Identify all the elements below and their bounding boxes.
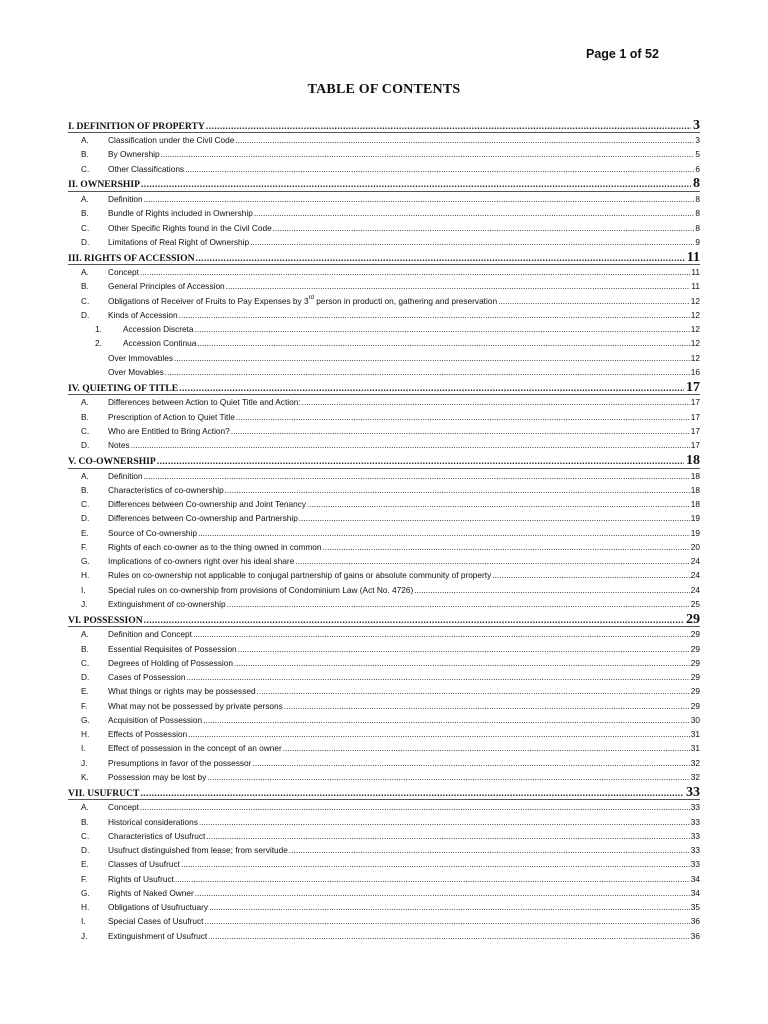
entry-marker: G. bbox=[81, 714, 90, 725]
toc-entry[interactable] bbox=[68, 133, 700, 147]
dot-leader bbox=[174, 354, 690, 362]
section-page-number: 8 bbox=[693, 176, 700, 192]
dot-leader bbox=[140, 803, 690, 811]
entry-marker: I. bbox=[81, 916, 86, 927]
entry-marker: G. bbox=[81, 887, 90, 898]
entry-page-number: 8 bbox=[695, 193, 700, 204]
entry-title: Who are Entitled to Bring Action? bbox=[108, 425, 230, 436]
entry-page-number: 32 bbox=[690, 757, 700, 768]
entry-page-number: 17 bbox=[690, 397, 700, 408]
entry-page-number: 35 bbox=[690, 902, 700, 913]
entry-title: Prescription of Action to Quiet Title bbox=[108, 411, 235, 422]
entry-title: Rights of Naked Owner bbox=[108, 887, 194, 898]
toc-section-heading[interactable] bbox=[68, 453, 700, 469]
dot-leader bbox=[323, 543, 690, 551]
dot-leader bbox=[188, 730, 690, 738]
entry-title: Differences between Co-ownership and Partnership bbox=[108, 513, 298, 524]
dot-leader bbox=[254, 209, 695, 217]
dot-leader bbox=[414, 586, 689, 594]
dot-leader bbox=[295, 557, 689, 565]
entry-marker: A. bbox=[81, 397, 89, 408]
section-title: III. RIGHTS OF ACCESSION bbox=[68, 252, 195, 264]
section-page-number: 11 bbox=[686, 249, 700, 265]
dot-leader bbox=[161, 150, 695, 158]
entry-title: What things or rights may be possessed bbox=[108, 686, 256, 697]
toc-entry[interactable] bbox=[68, 727, 700, 741]
entry-title: Concept bbox=[108, 267, 139, 278]
dot-leader bbox=[140, 789, 684, 799]
entry-marker: B. bbox=[81, 208, 89, 219]
entry-page-number: 19 bbox=[690, 527, 700, 538]
entry-page-number: 12 bbox=[690, 324, 700, 335]
entry-marker: C. bbox=[81, 830, 90, 841]
toc-section-heading[interactable] bbox=[68, 176, 700, 192]
toc-section-heading[interactable] bbox=[68, 250, 700, 266]
toc-entry[interactable] bbox=[68, 554, 700, 568]
toc-entry[interactable] bbox=[68, 365, 700, 379]
entry-page-number: 11 bbox=[691, 267, 700, 278]
entry-marker: A. bbox=[81, 135, 89, 146]
entry-page-number: 24 bbox=[690, 570, 700, 581]
dot-leader bbox=[144, 616, 684, 626]
entry-page-number: 3 bbox=[695, 135, 700, 146]
dot-leader bbox=[206, 122, 691, 132]
dot-leader bbox=[197, 339, 689, 347]
toc-entry[interactable] bbox=[68, 699, 700, 713]
toc-entry[interactable] bbox=[68, 713, 700, 727]
entry-marker: E. bbox=[81, 527, 89, 538]
entry-page-number: 31 bbox=[690, 729, 700, 740]
entry-page-number: 29 bbox=[690, 672, 700, 683]
toc-entry[interactable] bbox=[68, 147, 700, 161]
toc-entry[interactable] bbox=[68, 294, 700, 308]
entry-page-number: 34 bbox=[690, 887, 700, 898]
dot-leader bbox=[198, 529, 690, 537]
dot-leader bbox=[208, 932, 690, 940]
entry-marker: E. bbox=[81, 686, 89, 697]
entry-marker: 2. bbox=[95, 338, 102, 349]
entry-marker: F. bbox=[81, 873, 88, 884]
entry-marker: I. bbox=[81, 743, 86, 754]
dot-leader bbox=[231, 427, 690, 435]
entry-title: Other Classifications bbox=[108, 163, 185, 174]
entry-marker: D. bbox=[81, 845, 90, 856]
entry-title: Bundle of Rights included in Ownership bbox=[108, 208, 253, 219]
entry-page-number: 24 bbox=[690, 584, 700, 595]
entry-marker: A. bbox=[81, 193, 89, 204]
entry-title: Presumptions in favor of the possessor bbox=[108, 757, 252, 768]
section-title: IV. QUIETING OF TITLE bbox=[68, 382, 179, 394]
toc-entry[interactable] bbox=[68, 872, 700, 886]
dot-leader bbox=[235, 136, 694, 144]
dot-leader bbox=[199, 818, 690, 826]
toc-entry[interactable] bbox=[68, 900, 700, 914]
toc-entry[interactable] bbox=[68, 410, 700, 424]
toc-entry[interactable] bbox=[68, 756, 700, 770]
toc-entry[interactable] bbox=[68, 770, 700, 784]
toc-entry[interactable] bbox=[68, 815, 700, 829]
dot-leader bbox=[227, 600, 690, 608]
entry-marker: B. bbox=[81, 816, 89, 827]
entry-title: Source of Co-ownership bbox=[108, 527, 198, 538]
document-title: TABLE OF CONTENTS bbox=[307, 82, 461, 97]
entry-title: Definition and Concept bbox=[108, 629, 192, 640]
entry-title: Differences between Co-ownership and Joint Tenancy bbox=[108, 499, 307, 510]
dot-leader bbox=[193, 630, 690, 638]
entry-marker: B. bbox=[81, 149, 89, 160]
dot-leader bbox=[186, 673, 689, 681]
dot-leader bbox=[196, 254, 685, 264]
entry-marker: A. bbox=[81, 267, 89, 278]
entry-title: By Ownership bbox=[108, 149, 160, 160]
entry-marker: B. bbox=[81, 643, 89, 654]
entry-marker: J. bbox=[81, 598, 88, 609]
entry-page-number: 29 bbox=[690, 686, 700, 697]
entry-marker: I. bbox=[81, 584, 86, 595]
toc-entry[interactable] bbox=[68, 843, 700, 857]
entry-page-number: 18 bbox=[690, 484, 700, 495]
section-title: I. DEFINITION OF PROPERTY bbox=[68, 120, 205, 132]
entry-title: Extinguishment of Usufruct bbox=[108, 930, 208, 941]
dot-leader bbox=[203, 716, 690, 724]
entry-title-part: Obligations of Receiver of Fruits to Pay Expenses by 3 bbox=[108, 295, 309, 306]
entry-page-number: 19 bbox=[690, 513, 700, 524]
dot-leader bbox=[209, 903, 690, 911]
entry-marker: D. bbox=[81, 309, 90, 320]
entry-title: Acquisition of Possession bbox=[108, 714, 203, 725]
entry-title: Cases of Possession bbox=[108, 672, 186, 683]
entry-title: General Principles of Accession bbox=[108, 281, 225, 292]
toc-entry[interactable] bbox=[68, 914, 700, 928]
entry-title: Rights of Usufruct bbox=[108, 873, 174, 884]
entry-title: Obligations of Usufructuary bbox=[108, 902, 209, 913]
dot-leader bbox=[131, 441, 690, 449]
toc-entry[interactable] bbox=[68, 235, 700, 249]
dot-leader bbox=[307, 500, 690, 508]
entry-title: Characteristics of co-ownership bbox=[108, 484, 224, 495]
toc-entry[interactable] bbox=[68, 829, 700, 843]
entry-marker: C. bbox=[81, 425, 90, 436]
entry-page-number: 33 bbox=[690, 802, 700, 813]
dot-leader bbox=[250, 238, 694, 246]
entry-title: Rights of each co-owner as to the thing owned in common bbox=[108, 541, 322, 552]
dot-leader bbox=[185, 165, 694, 173]
entry-marker: A. bbox=[81, 802, 89, 813]
entry-page-number: 25 bbox=[690, 598, 700, 609]
entry-page-number: 29 bbox=[690, 657, 700, 668]
entry-page-number: 12 bbox=[690, 309, 700, 320]
entry-title: Notes bbox=[108, 440, 130, 451]
entry-title: Degrees of Holding of Possession bbox=[108, 657, 233, 668]
toc-entry[interactable] bbox=[68, 483, 700, 497]
dot-leader bbox=[181, 860, 690, 868]
entry-marker: F. bbox=[81, 700, 88, 711]
toc-entry[interactable] bbox=[68, 684, 700, 698]
toc-entry[interactable] bbox=[68, 162, 700, 176]
entry-page-number: 36 bbox=[690, 930, 700, 941]
toc-entry[interactable] bbox=[68, 642, 700, 656]
entry-title: Historical considerations bbox=[108, 816, 198, 827]
entry-marker: H. bbox=[81, 902, 90, 913]
entry-page-number: 31 bbox=[690, 743, 700, 754]
toc-entry[interactable] bbox=[68, 526, 700, 540]
toc-entry[interactable] bbox=[68, 192, 700, 206]
section-page-number: 3 bbox=[693, 117, 700, 133]
dot-leader bbox=[236, 413, 690, 421]
entry-title: Characteristics of Usufruct bbox=[108, 830, 206, 841]
entry-marker: D. bbox=[81, 513, 90, 524]
entry-title: Implications of co-owners right over his ideal share bbox=[108, 556, 295, 567]
toc-entry[interactable] bbox=[68, 265, 700, 279]
section-title: VII. USUFRUCT bbox=[68, 787, 140, 799]
entry-title: Effect of possession in the concept of an owner bbox=[108, 743, 282, 754]
entry-marker: D. bbox=[81, 672, 90, 683]
entry-title bbox=[108, 294, 497, 308]
toc-entry[interactable] bbox=[68, 597, 700, 611]
toc-section-heading[interactable] bbox=[68, 612, 700, 628]
dot-leader bbox=[299, 514, 690, 522]
dot-leader bbox=[225, 486, 690, 494]
toc-entry[interactable] bbox=[68, 583, 700, 597]
dot-leader bbox=[165, 368, 690, 376]
entry-marker: C. bbox=[81, 295, 90, 306]
entry-page-number: 12 bbox=[690, 338, 700, 349]
entry-marker: A. bbox=[81, 470, 89, 481]
entry-page-number: 29 bbox=[690, 629, 700, 640]
dot-leader bbox=[498, 297, 690, 305]
entry-marker: F. bbox=[81, 541, 88, 552]
toc-section-heading[interactable] bbox=[68, 785, 700, 801]
dot-leader bbox=[257, 687, 690, 695]
entry-marker: B. bbox=[81, 484, 89, 495]
toc-entry[interactable] bbox=[68, 857, 700, 871]
entry-marker: B. bbox=[81, 411, 89, 422]
entry-page-number: 29 bbox=[690, 643, 700, 654]
section-page-number: 29 bbox=[686, 611, 700, 627]
entry-title: Definition bbox=[108, 193, 143, 204]
toc-entry[interactable] bbox=[68, 424, 700, 438]
entry-page-number: 20 bbox=[690, 541, 700, 552]
entry-title: Rules on co-ownership not applicable to conjugal partnership of gains or absolute community of property bbox=[108, 570, 492, 581]
entry-title: Special rules on co-ownership from provisions of Condominium Law (Act No. 4726) bbox=[108, 584, 414, 595]
dot-leader bbox=[273, 224, 695, 232]
entry-title: What may not be possessed by private persons bbox=[108, 700, 283, 711]
entry-marker: A. bbox=[81, 629, 89, 640]
toc-entry[interactable] bbox=[68, 438, 700, 452]
dot-leader bbox=[179, 384, 684, 394]
toc-entry[interactable] bbox=[68, 656, 700, 670]
entry-title: Differences between Action to Quiet Title and Action: bbox=[108, 397, 301, 408]
entry-marker: D. bbox=[81, 440, 90, 451]
entry-title: Accession Continua bbox=[123, 338, 197, 349]
entry-marker: H. bbox=[81, 729, 90, 740]
entry-page-number: 34 bbox=[690, 873, 700, 884]
entry-page-number: 33 bbox=[690, 816, 700, 827]
entry-marker: D. bbox=[81, 236, 90, 247]
entry-title: Over Movables bbox=[108, 367, 164, 377]
dot-leader bbox=[144, 472, 690, 480]
entry-title: Accession Discreta bbox=[123, 324, 194, 335]
dot-leader bbox=[207, 773, 690, 781]
entry-page-number: 12 bbox=[690, 295, 700, 306]
entry-marker: K. bbox=[81, 771, 89, 782]
entry-marker: C. bbox=[81, 657, 90, 668]
entry-marker: 1. bbox=[95, 324, 102, 335]
entry-title: Effects of Possession bbox=[108, 729, 188, 740]
page-number: Page 1 of 52 bbox=[586, 47, 659, 61]
dot-leader bbox=[226, 282, 691, 290]
entry-title: Over Immovables bbox=[108, 352, 174, 363]
entry-marker: C. bbox=[81, 499, 90, 510]
entry-title: Other Specific Rights found in the Civil Code bbox=[108, 222, 272, 233]
section-title: V. CO-OWNERSHIP bbox=[68, 455, 156, 467]
toc-entry[interactable] bbox=[68, 206, 700, 220]
entry-page-number: 16 bbox=[690, 367, 700, 377]
entry-title: Definition bbox=[108, 470, 143, 481]
entry-page-number: 5 bbox=[695, 149, 700, 160]
toc-entry[interactable] bbox=[68, 336, 700, 350]
toc-entry[interactable] bbox=[68, 395, 700, 409]
entry-page-number: 12 bbox=[690, 352, 700, 363]
entry-page-number: 36 bbox=[690, 916, 700, 927]
dot-leader bbox=[492, 571, 690, 579]
entry-marker: E. bbox=[81, 859, 89, 870]
dot-leader bbox=[252, 759, 689, 767]
entry-page-number: 8 bbox=[695, 222, 700, 233]
entry-page-number: 11 bbox=[691, 281, 700, 292]
dot-leader bbox=[195, 325, 690, 333]
entry-page-number: 33 bbox=[690, 845, 700, 856]
dot-leader bbox=[140, 268, 690, 276]
toc-entry[interactable] bbox=[68, 308, 700, 322]
toc-entry[interactable] bbox=[68, 469, 700, 483]
entry-title: Special Cases of Usufruct bbox=[108, 916, 204, 927]
toc-entry[interactable] bbox=[68, 511, 700, 525]
dot-leader bbox=[302, 398, 690, 406]
table-of-contents bbox=[68, 117, 700, 943]
entry-page-number: 32 bbox=[690, 771, 700, 782]
section-page-number: 33 bbox=[686, 784, 700, 800]
entry-page-number: 29 bbox=[690, 700, 700, 711]
entry-page-number: 18 bbox=[690, 499, 700, 510]
toc-section-heading[interactable] bbox=[68, 380, 700, 396]
dot-leader bbox=[179, 311, 690, 319]
entry-page-number: 17 bbox=[690, 440, 700, 451]
toc-entry[interactable] bbox=[68, 221, 700, 235]
section-page-number: 18 bbox=[686, 452, 700, 468]
entry-page-number: 9 bbox=[695, 236, 700, 247]
dot-leader bbox=[206, 832, 689, 840]
entry-page-number: 24 bbox=[690, 556, 700, 567]
dot-leader bbox=[234, 659, 690, 667]
entry-marker: J. bbox=[81, 930, 88, 941]
entry-title: Concept bbox=[108, 802, 139, 813]
entry-title: Classification under the Civil Code bbox=[108, 135, 235, 146]
entry-marker: C. bbox=[81, 163, 90, 174]
dot-leader bbox=[204, 917, 689, 925]
entry-marker: C. bbox=[81, 222, 90, 233]
entry-marker: B. bbox=[81, 281, 89, 292]
section-page-number: 17 bbox=[686, 379, 700, 395]
entry-marker: H. bbox=[81, 570, 90, 581]
toc-entry[interactable] bbox=[68, 800, 700, 814]
dot-leader bbox=[289, 846, 690, 854]
toc-entry[interactable] bbox=[68, 279, 700, 293]
entry-title: Kinds of Accession bbox=[108, 309, 178, 320]
entry-page-number: 18 bbox=[690, 470, 700, 481]
entry-page-number: 30 bbox=[690, 714, 700, 725]
toc-entry[interactable] bbox=[68, 929, 700, 943]
entry-page-number: 8 bbox=[695, 208, 700, 219]
toc-entry[interactable] bbox=[68, 741, 700, 755]
entry-page-number: 33 bbox=[690, 830, 700, 841]
entry-title: Usufruct distinguished from lease; from servitude bbox=[108, 845, 288, 856]
toc-entry[interactable] bbox=[68, 886, 700, 900]
toc-entry[interactable] bbox=[68, 351, 700, 365]
dot-leader bbox=[141, 180, 691, 190]
toc-entry[interactable] bbox=[68, 568, 700, 582]
superscript: rd bbox=[308, 294, 314, 301]
dot-leader bbox=[238, 645, 690, 653]
entry-title: Extinguishment of co-ownership bbox=[108, 598, 226, 609]
dot-leader bbox=[144, 195, 695, 203]
entry-page-number: 33 bbox=[690, 859, 700, 870]
entry-page-number: 6 bbox=[695, 163, 700, 174]
entry-marker: G. bbox=[81, 556, 90, 567]
toc-entry[interactable] bbox=[68, 322, 700, 336]
toc-entry[interactable] bbox=[68, 670, 700, 684]
toc-entry[interactable] bbox=[68, 540, 700, 554]
dot-leader bbox=[175, 875, 690, 883]
entry-title: Limitations of Real Right of Ownership bbox=[108, 236, 250, 247]
section-title: II. OWNERSHIP bbox=[68, 179, 140, 191]
toc-entry[interactable] bbox=[68, 627, 700, 641]
entry-marker: J. bbox=[81, 757, 88, 768]
dot-leader bbox=[283, 744, 690, 752]
section-title: VI. POSSESSION bbox=[68, 614, 143, 626]
entry-title-part: person in producti on, gathering and preservation bbox=[313, 295, 498, 306]
dot-leader bbox=[157, 457, 684, 467]
entry-title: Essential Requisites of Possession bbox=[108, 643, 237, 654]
entry-page-number: 17 bbox=[690, 411, 700, 422]
dot-leader bbox=[195, 889, 690, 897]
entry-title: Classes of Usufruct bbox=[108, 859, 180, 870]
toc-section-heading[interactable] bbox=[68, 118, 700, 134]
entry-page-number: 17 bbox=[690, 425, 700, 436]
toc-entry[interactable] bbox=[68, 497, 700, 511]
dot-leader bbox=[284, 702, 690, 710]
entry-title: Possession may be lost by bbox=[108, 771, 207, 782]
